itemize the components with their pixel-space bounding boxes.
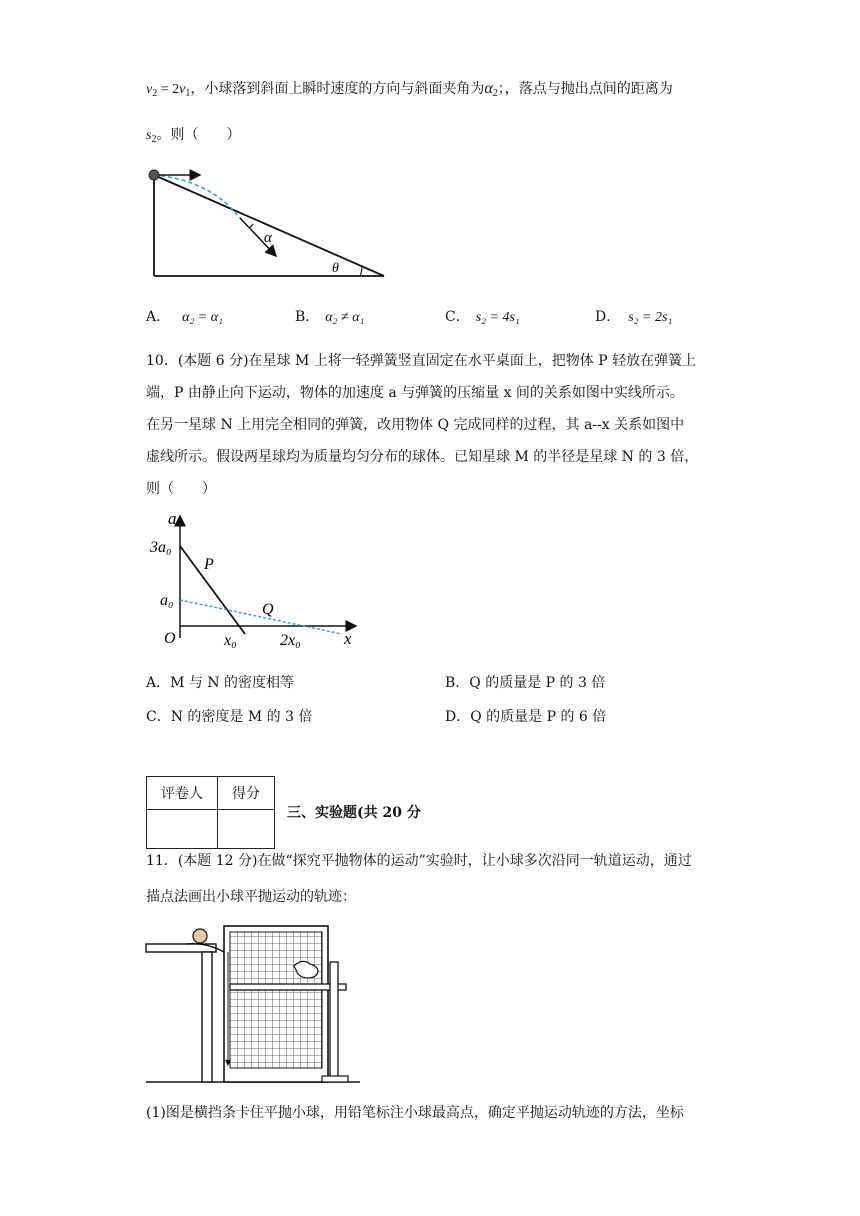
theta-arc [360,266,362,276]
section-title: 三、实验题(共 20 分 [287,805,421,821]
q11-line-2: 描点法画出小球平抛运动的轨迹： [146,889,356,905]
theta-label: θ [332,261,339,276]
q10-option-d[interactable]: D．Q 的质量是 P 的 6 倍 [445,709,607,725]
origin-label: O [164,630,176,647]
x-tick-x0: x₀ [224,632,237,649]
side-post [330,962,338,1078]
q9-line-1: $v_2 = 2v_1$，小球落到斜面上瞬时速度的方向与斜面夹角为$\alpha_2$；，落点与抛出点间的距离为 [146,80,673,99]
q9-option-b[interactable]: B． α₂ ≠ α₁ [295,309,365,325]
grid-paper [230,932,322,1068]
apparatus-figure [146,922,366,1087]
y-axis-label: a [168,509,177,528]
q9-text-c: 。则（ ） [156,127,241,143]
y-tick-a0: a₀ [160,592,174,609]
q9-text-b: ；，落点与抛出点间的距离为 [497,81,673,97]
q10-line-5: 则（ ） [146,481,216,497]
q10-line-4: 虚线所示。假设两星球均为质量均匀分布的球体。已知星球 M 的半径是星球 N 的 3 倍， [146,449,699,465]
q9-option-a[interactable]: A． α₂ = α₁ [146,309,224,325]
score-cell[interactable] [218,810,275,849]
q9-option-c[interactable]: C． s₂ = 4s₁ [445,309,520,325]
alpha-label: α [264,230,272,246]
alpha-arc [249,224,253,228]
x-axis-label: x [344,629,352,648]
incline-slope [154,175,384,276]
q9-text-a: ，小球落到斜面上瞬时速度的方向与斜面夹角为 [190,81,485,97]
eq-alpha2: α [484,80,493,97]
q10-option-b[interactable]: B．Q 的质量是 P 的 3 倍 [445,675,606,691]
q10-line-1: 10．(本题 6 分)在星球 M 上将一轻弹簧竖直固定在水平桌面上，把物体 P 轻放在弹簧上 [146,353,697,369]
reviewer-cell[interactable] [147,810,218,849]
q9-option-d[interactable]: D． s₂ = 2s₁ [595,309,673,325]
x-tick-2x0: 2x₀ [280,632,301,649]
q11-sub1: (1)图是横挡条卡住平抛小球，用铅笔标注小球最高点，确定平抛运动轨迹的方法，坐标 [146,1105,684,1121]
q10-line-2: 端，P 由静止向下运动，物体的加速度 a 与弹簧的压缩量 x 间的关系如图中实线所示。 [146,385,684,401]
q9-line-2: $s_2$。则（ ） [146,127,241,145]
ball-on-ramp [193,929,207,943]
a-x-graph [146,510,366,650]
series-q-label: Q [262,601,274,618]
q10-option-c[interactable]: C．N 的密度是 M 的 3 倍 [146,709,313,725]
q10-line-3: 在另一星球 N 上用完全相同的弹簧，改用物体 Q 完成同样的过程，其 a--x 关系如图中 [146,417,685,433]
q10-option-a[interactable]: A．M 与 N 的密度相等 [146,675,295,691]
score-header: 得分 [218,777,275,810]
post-base [322,1076,348,1082]
series-p-label: P [204,556,214,573]
score-table [146,776,275,849]
crossbar [230,984,346,990]
q-dashed-line [180,600,342,634]
ball [149,170,159,180]
reviewer-header: 评卷人 [147,777,218,810]
eq-v2: v [146,82,153,97]
y-tick-3a0: 3a₀ [150,539,172,556]
table-leg [202,952,212,1082]
q11-line-1: 11．(本题 12 分)在做“探究平抛物体的运动”实验时，让小球多次沿同一轨道运动，通过 [146,853,692,869]
incline-figure [140,160,400,285]
